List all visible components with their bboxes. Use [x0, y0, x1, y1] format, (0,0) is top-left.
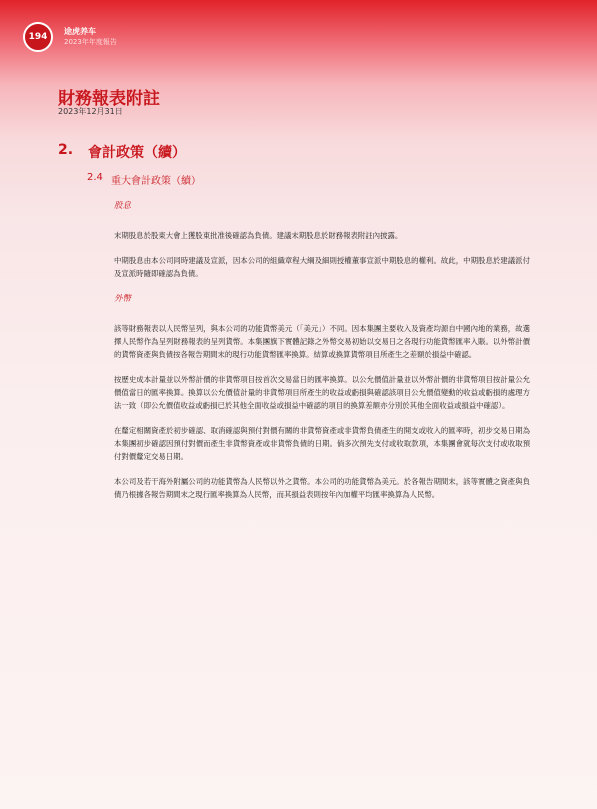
foreign-currencies-heading: 外幣 [114, 294, 132, 304]
subsection-title: 重大會計政策（續） [111, 176, 201, 187]
foreign-currencies-paragraph-4: 本公司及若干海外附屬公司的功能貨幣為人民幣以外之貨幣。本公司的功能貨幣為美元。於各報告期間末，該等實體之資產與負債乃根據各報告期間末之現行匯率換算為人民幣，而其損益表則按年內加權平均匯率換算為人民幣。 [114, 477, 530, 499]
page-date: 2023年12月31日 [58, 107, 123, 116]
foreign-currencies-paragraph-1: 該等財務報表以人民幣呈列，與本公司的功能貨幣美元（「美元」）不同。因本集團主要收入及資產均源自中國內地的業務，故選擇人民幣作為呈列財務報表的呈列貨幣。本集團旗下實體記錄之外幣交易初始以交易日之各現行功能貨幣匯率入賬。以外幣計價的貨幣資產與負債按各報告期間末的現行功能貨幣匯率換算。結算或換算貨幣項目所產生之差額於損益中確認。 [114, 324, 530, 359]
dividends-paragraph-2: 中期股息由本公司同時建議及宣派，因本公司的組織章程大綱及細則授權董事宣派中期股息的權利。故此，中期股息於建議派付及宣派時隨即確認為負債。 [114, 256, 530, 278]
dividends-heading: 股息 [114, 201, 132, 211]
company-name: 途虎养车 [64, 27, 96, 36]
dividends-paragraph-1: 末期股息於股東大會上獲股東批准後確認為負債。建議末期股息於財務報表附註內披露。 [114, 231, 403, 240]
page-number-badge: 194 [23, 22, 53, 52]
section-number: 2. [58, 142, 74, 158]
subsection-number: 2.4 [87, 172, 103, 183]
foreign-currencies-paragraph-3: 在釐定相關資產於初步確認、取消確認與預付對價有關的非貨幣資產或非貨幣負債產生的開支或收入的匯率時，初步交易日期為本集團初步確認因預付對價而產生非貨幣資產或非貨幣負債的日期。倘多次預先支付或收取款項，本集團會就每次支付或收取預付對價釐定交易日期。 [114, 426, 530, 461]
foreign-currencies-paragraph-2: 按歷史成本計量並以外幣計價的非貨幣項目按首次交易當日的匯率換算。以公允價值計量並以外幣計價的非貨幣項目按計量公允價值當日的匯率換算。換算以公允價值計量的非貨幣項目所產生的收益或虧損與確認該項目公允價值變動的收益或虧損的處理方法一致（即公允價值收益或虧損已於其他全面收益或損益中確認的項目的換算差額亦分別於其他全面收益或損益中確認）。 [114, 375, 530, 410]
section-title: 會計政策（續） [88, 145, 186, 161]
page-title: 財務報表附註 [58, 89, 160, 109]
notes-content [114, 200, 530, 513]
report-name: 2023年年度報告 [64, 38, 117, 46]
